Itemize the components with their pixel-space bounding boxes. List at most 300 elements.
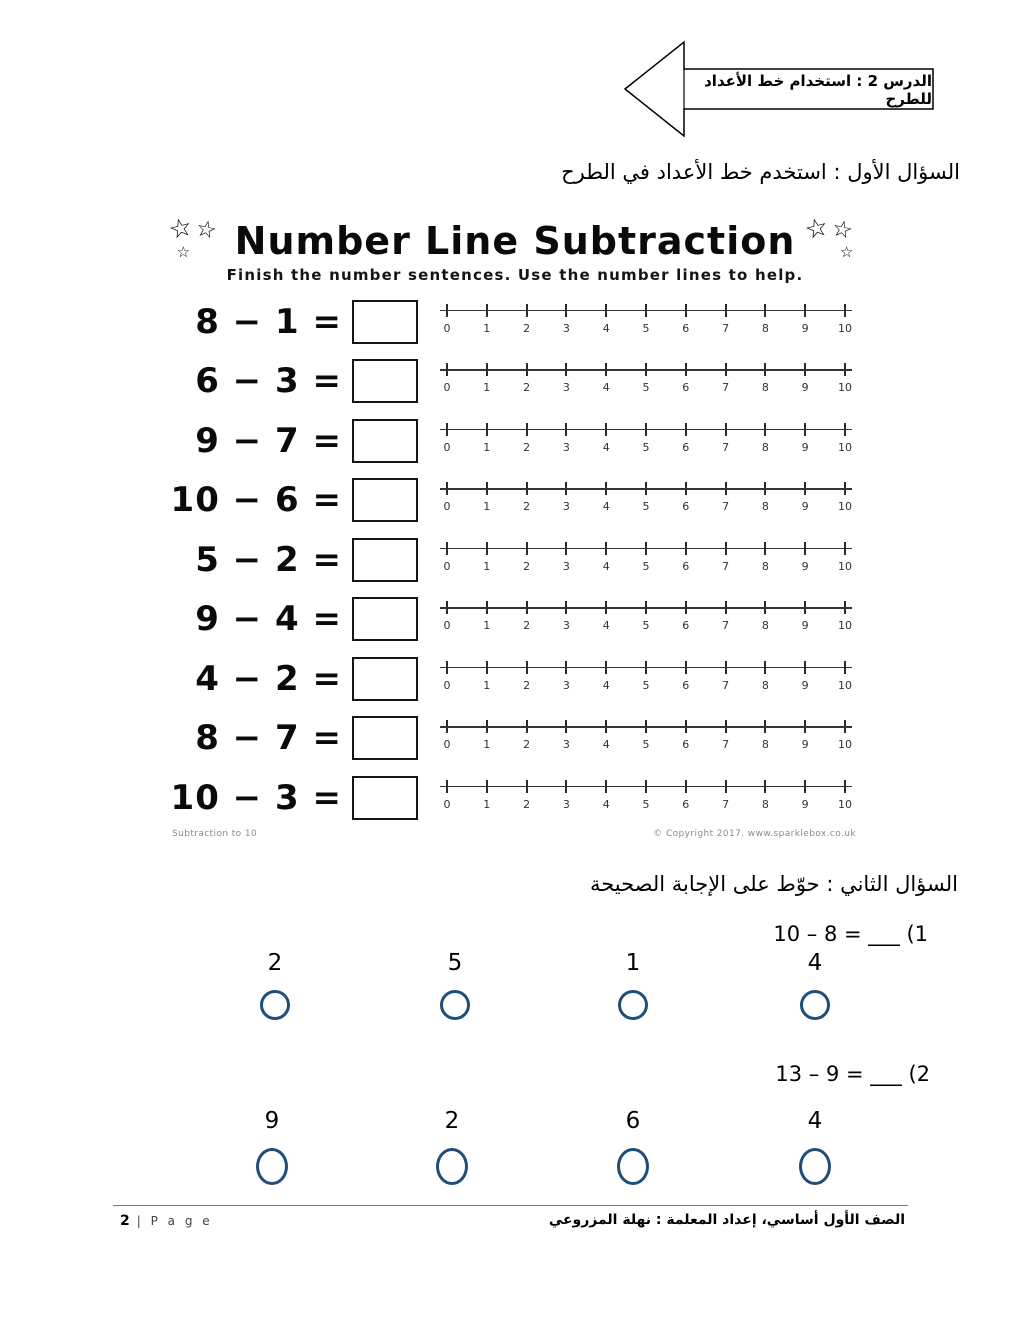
mcq2-prompt: 13 – 9 = ___ (2: [775, 1062, 930, 1086]
tick-label: 5: [642, 559, 650, 573]
answer-box[interactable]: [352, 776, 418, 820]
tick-label: 6: [682, 619, 690, 633]
tick-mark: [645, 482, 647, 495]
tick-label: 10: [837, 797, 852, 811]
tick-label: 2: [523, 559, 531, 573]
number-line-tick: [480, 303, 494, 341]
tick-mark: [486, 423, 488, 436]
worksheet-copyright: © Copyright 2017. www.sparklebox.co.uk: [653, 829, 856, 839]
tick-mark: [565, 482, 567, 495]
tick-label: 0: [443, 678, 451, 692]
number-line-tick: [559, 303, 573, 341]
tick-label: 5: [642, 678, 650, 692]
worksheet-subtitle: Finish the number sentences. Use the number lines to help.: [226, 266, 804, 284]
tick-mark: [725, 363, 727, 376]
star-icon: ☆: [165, 211, 196, 247]
worksheet-row: [170, 471, 852, 531]
answer-circle[interactable]: [617, 1148, 649, 1185]
tick-label: 9: [801, 500, 809, 514]
tick-mark: [605, 304, 607, 317]
tick-mark: [446, 304, 448, 317]
number-line-tick: [520, 541, 534, 579]
number-line-tick: [639, 719, 653, 757]
tick-label: 3: [562, 440, 570, 454]
tick-mark: [844, 423, 846, 436]
tick-label: 8: [761, 440, 769, 454]
tick-label: 9: [801, 797, 809, 811]
answer-box[interactable]: [352, 359, 418, 403]
number-line-tick: [758, 600, 772, 638]
number-line-tick: [520, 422, 534, 460]
number-line-tick: [679, 719, 693, 757]
number-line-tick: [440, 719, 454, 757]
tick-label: 3: [562, 500, 570, 514]
number-line-tick: [520, 481, 534, 519]
tick-mark: [804, 304, 806, 317]
number-line: [440, 362, 852, 400]
tick-mark: [446, 542, 448, 555]
number-line-tick: [520, 600, 534, 638]
tick-mark: [725, 482, 727, 495]
answer-circle[interactable]: [440, 990, 470, 1020]
tick-label: 1: [483, 797, 491, 811]
tick-mark: [526, 601, 528, 614]
option-value: 2: [267, 950, 283, 976]
number-line-tick: [838, 660, 852, 698]
tick-mark: [526, 304, 528, 317]
tick-label: 1: [483, 559, 491, 573]
tick-label: 1: [483, 440, 491, 454]
tick-label: 7: [722, 797, 730, 811]
question1-heading: السؤال الأول : استخدم خط الأعداد في الطرح: [561, 160, 960, 184]
tick-mark: [645, 720, 647, 733]
tick-label: 4: [602, 797, 610, 811]
subtraction-expression: 8 − 7 =: [195, 718, 342, 759]
tick-mark: [764, 363, 766, 376]
tick-mark: [685, 482, 687, 495]
tick-label: 10: [837, 619, 852, 633]
number-line-tick: [440, 481, 454, 519]
tick-label: 5: [642, 440, 650, 454]
number-line-tick: [679, 362, 693, 400]
tick-mark: [645, 780, 647, 793]
mcq2-option: [588, 1108, 678, 1185]
tick-mark: [685, 661, 687, 674]
number-line-tick: [639, 600, 653, 638]
tick-mark: [565, 661, 567, 674]
tick-mark: [844, 720, 846, 733]
tick-label: 5: [642, 500, 650, 514]
number-line-tick: [559, 362, 573, 400]
number-line-tick: [520, 719, 534, 757]
tick-mark: [685, 304, 687, 317]
tick-mark: [486, 363, 488, 376]
number-line-tick: [639, 303, 653, 341]
tick-label: 4: [602, 440, 610, 454]
lesson-banner: [622, 36, 937, 142]
number-line: [440, 541, 852, 579]
worksheet-row: [170, 649, 852, 709]
tick-mark: [446, 720, 448, 733]
worksheet-footer-left: Subtraction to 10: [172, 829, 258, 839]
tick-label: 4: [602, 738, 610, 752]
page-number-value: 2: [120, 1213, 130, 1229]
tick-label: 7: [722, 559, 730, 573]
number-line-tick: [758, 362, 772, 400]
number-line: [440, 422, 852, 460]
number-line-tick: [798, 303, 812, 341]
tick-label: 7: [722, 738, 730, 752]
worksheet-row: [170, 768, 852, 828]
number-line-tick: [599, 779, 613, 817]
tick-mark: [645, 601, 647, 614]
star-icon: ☆: [193, 215, 219, 245]
number-line-tick: [440, 600, 454, 638]
mcq1-option: [410, 950, 500, 1020]
number-line-tick: [719, 660, 733, 698]
number-line-tick: [440, 303, 454, 341]
answer-box[interactable]: [352, 657, 418, 701]
number-line-tick: [758, 660, 772, 698]
number-line-tick: [480, 660, 494, 698]
tick-mark: [605, 720, 607, 733]
tick-mark: [645, 304, 647, 317]
tick-label: 3: [562, 738, 570, 752]
tick-mark: [844, 661, 846, 674]
tick-label: 8: [761, 381, 769, 395]
number-line: [440, 719, 852, 757]
footer-credit: الصف الأول أساسي، إعداد المعلمة : نهلة المزروعي: [548, 1212, 905, 1228]
number-line-tick: [639, 779, 653, 817]
tick-label: 8: [761, 797, 769, 811]
question2-heading: السؤال الثاني : حوّط على الإجابة الصحيحة: [589, 872, 958, 896]
number-line: [440, 481, 852, 519]
number-line-tick: [440, 362, 454, 400]
tick-mark: [565, 601, 567, 614]
number-line-tick: [679, 303, 693, 341]
tick-label: 5: [642, 619, 650, 633]
tick-mark: [844, 601, 846, 614]
tick-mark: [804, 780, 806, 793]
tick-label: 4: [602, 559, 610, 573]
tick-label: 2: [523, 678, 531, 692]
subtraction-expression: 4 − 2 =: [195, 658, 342, 699]
tick-mark: [486, 542, 488, 555]
number-line-tick: [599, 660, 613, 698]
star-icon: ☆: [839, 243, 854, 261]
tick-mark: [764, 304, 766, 317]
tick-label: 10: [837, 440, 852, 454]
answer-box[interactable]: [352, 478, 418, 522]
tick-mark: [725, 542, 727, 555]
star-cluster-right: [802, 211, 861, 266]
tick-label: 9: [801, 321, 809, 335]
option-value: 4: [807, 1108, 823, 1134]
number-line-tick: [440, 422, 454, 460]
tick-mark: [804, 363, 806, 376]
number-line-tick: [679, 481, 693, 519]
answer-box[interactable]: [352, 716, 418, 760]
tick-mark: [605, 423, 607, 436]
tick-label: 6: [682, 797, 690, 811]
tick-label: 8: [761, 619, 769, 633]
tick-mark: [844, 363, 846, 376]
answer-box[interactable]: [352, 300, 418, 344]
number-line-tick: [520, 362, 534, 400]
tick-label: 5: [642, 381, 650, 395]
tick-mark: [565, 304, 567, 317]
tick-mark: [565, 423, 567, 436]
tick-label: 6: [682, 381, 690, 395]
tick-mark: [645, 363, 647, 376]
tick-label: 6: [682, 321, 690, 335]
tick-label: 4: [602, 500, 610, 514]
mcq1-option: [588, 950, 678, 1020]
number-line-tick: [480, 481, 494, 519]
tick-mark: [685, 542, 687, 555]
tick-label: 8: [761, 559, 769, 573]
tick-mark: [685, 423, 687, 436]
tick-label: 0: [443, 738, 451, 752]
tick-mark: [844, 780, 846, 793]
tick-mark: [764, 780, 766, 793]
number-line-tick: [838, 779, 852, 817]
number-line-tick: [679, 779, 693, 817]
tick-mark: [764, 601, 766, 614]
tick-mark: [645, 542, 647, 555]
subtraction-expression: 6 − 3 =: [195, 361, 342, 402]
number-line-tick: [520, 660, 534, 698]
number-line-tick: [798, 362, 812, 400]
tick-mark: [645, 423, 647, 436]
subtraction-expression: 5 − 2 =: [195, 539, 342, 580]
tick-mark: [725, 720, 727, 733]
tick-label: 2: [523, 797, 531, 811]
tick-label: 6: [682, 500, 690, 514]
tick-mark: [764, 661, 766, 674]
number-line-tick: [798, 481, 812, 519]
mcq2-option: [770, 1108, 860, 1185]
tick-label: 10: [837, 381, 852, 395]
tick-mark: [565, 720, 567, 733]
option-value: 9: [264, 1108, 280, 1134]
number-line-tick: [798, 600, 812, 638]
page-number: [120, 1213, 213, 1229]
tick-mark: [605, 482, 607, 495]
tick-label: 4: [602, 678, 610, 692]
number-line-tick: [758, 481, 772, 519]
tick-label: 3: [562, 619, 570, 633]
tick-label: 1: [483, 500, 491, 514]
answer-box[interactable]: [352, 419, 418, 463]
tick-mark: [486, 601, 488, 614]
mcq1-option: [230, 950, 320, 1020]
number-line-tick: [639, 422, 653, 460]
tick-label: 4: [602, 619, 610, 633]
tick-label: 0: [443, 321, 451, 335]
number-line-tick: [480, 719, 494, 757]
tick-mark: [605, 601, 607, 614]
number-line-tick: [798, 779, 812, 817]
tick-label: 9: [801, 738, 809, 752]
tick-mark: [605, 363, 607, 376]
tick-mark: [605, 780, 607, 793]
tick-label: 6: [682, 738, 690, 752]
tick-label: 0: [443, 381, 451, 395]
tick-label: 8: [761, 738, 769, 752]
number-line-tick: [559, 660, 573, 698]
number-line-tick: [719, 362, 733, 400]
subtraction-expression: 10 − 3 =: [170, 777, 342, 818]
number-line-tick: [758, 303, 772, 341]
number-line-tick: [599, 481, 613, 519]
worksheet-title: Number Line Subtraction: [234, 219, 796, 263]
number-line-tick: [599, 541, 613, 579]
tick-mark: [565, 542, 567, 555]
number-line-tick: [440, 779, 454, 817]
worksheet-row: [170, 352, 852, 412]
number-line-tick: [599, 362, 613, 400]
number-line-tick: [798, 422, 812, 460]
number-line-tick: [679, 600, 693, 638]
tick-label: 2: [523, 619, 531, 633]
option-value: 6: [625, 1108, 641, 1134]
tick-label: 8: [761, 678, 769, 692]
tick-mark: [764, 423, 766, 436]
number-line-tick: [639, 660, 653, 698]
number-line-tick: [559, 600, 573, 638]
number-line-tick: [838, 719, 852, 757]
number-line-tick: [838, 600, 852, 638]
option-value: 4: [807, 950, 823, 976]
tick-label: 7: [722, 321, 730, 335]
footer-divider: [113, 1205, 908, 1206]
number-line-tick: [559, 422, 573, 460]
number-line-tick: [599, 303, 613, 341]
tick-mark: [446, 482, 448, 495]
answer-circle[interactable]: [256, 1148, 288, 1185]
tick-label: 9: [801, 678, 809, 692]
tick-mark: [764, 720, 766, 733]
tick-label: 6: [682, 559, 690, 573]
mcq1-prompt: 10 – 8 = ___ (1: [773, 922, 928, 946]
tick-mark: [804, 542, 806, 555]
tick-mark: [844, 542, 846, 555]
tick-mark: [565, 363, 567, 376]
tick-mark: [446, 363, 448, 376]
tick-label: 7: [722, 619, 730, 633]
tick-label: 5: [642, 797, 650, 811]
answer-circle[interactable]: [260, 990, 290, 1020]
tick-mark: [446, 780, 448, 793]
tick-label: 1: [483, 321, 491, 335]
number-line: [440, 303, 852, 341]
star-cluster-left: [165, 211, 225, 266]
worksheet-row: [170, 709, 852, 769]
worksheet-rows: [170, 292, 852, 828]
tick-label: 5: [642, 321, 650, 335]
number-line: [440, 600, 852, 638]
answer-circle[interactable]: [799, 1148, 831, 1185]
number-line-tick: [798, 541, 812, 579]
number-line-tick: [838, 303, 852, 341]
number-line-tick: [758, 779, 772, 817]
worksheet-row: [170, 411, 852, 471]
tick-mark: [526, 780, 528, 793]
tick-mark: [605, 661, 607, 674]
number-line-tick: [639, 541, 653, 579]
tick-mark: [685, 601, 687, 614]
tick-label: 10: [837, 678, 852, 692]
tick-mark: [526, 661, 528, 674]
tick-label: 9: [801, 381, 809, 395]
tick-label: 0: [443, 559, 451, 573]
number-line-tick: [719, 422, 733, 460]
tick-mark: [804, 423, 806, 436]
number-line: [440, 660, 852, 698]
tick-mark: [844, 304, 846, 317]
tick-label: 2: [523, 381, 531, 395]
answer-box[interactable]: [352, 597, 418, 641]
tick-label: 1: [483, 738, 491, 752]
tick-label: 0: [443, 500, 451, 514]
worksheet-row: [170, 530, 852, 590]
tick-label: 9: [801, 619, 809, 633]
number-line-tick: [440, 660, 454, 698]
tick-mark: [685, 363, 687, 376]
tick-label: 10: [837, 321, 852, 335]
tick-mark: [486, 720, 488, 733]
number-line-tick: [559, 481, 573, 519]
option-value: 5: [447, 950, 463, 976]
number-line-tick: [599, 422, 613, 460]
tick-label: 2: [523, 738, 531, 752]
number-line-tick: [798, 719, 812, 757]
subtraction-expression: 8 − 1 =: [195, 301, 342, 342]
number-line-tick: [480, 779, 494, 817]
tick-label: 8: [761, 321, 769, 335]
number-line-tick: [798, 660, 812, 698]
answer-circle[interactable]: [800, 990, 830, 1020]
answer-box[interactable]: [352, 538, 418, 582]
number-line-tick: [719, 779, 733, 817]
page-word: | P a g e: [136, 1214, 213, 1228]
number-line-tick: [758, 719, 772, 757]
tick-label: 3: [562, 797, 570, 811]
number-line-tick: [440, 541, 454, 579]
subtraction-expression: 9 − 4 =: [195, 599, 342, 640]
number-line: [440, 779, 852, 817]
number-line-tick: [559, 779, 573, 817]
number-line-tick: [480, 362, 494, 400]
star-icon: ☆: [829, 215, 856, 245]
answer-circle[interactable]: [618, 990, 648, 1020]
tick-mark: [844, 482, 846, 495]
answer-circle[interactable]: [436, 1148, 468, 1185]
tick-label: 2: [523, 500, 531, 514]
tick-label: 10: [837, 559, 852, 573]
number-line-tick: [719, 303, 733, 341]
tick-mark: [526, 720, 528, 733]
tick-mark: [645, 661, 647, 674]
tick-mark: [804, 601, 806, 614]
number-line-tick: [758, 541, 772, 579]
tick-mark: [486, 661, 488, 674]
tick-label: 10: [837, 500, 852, 514]
tick-mark: [486, 482, 488, 495]
star-icon: ☆: [176, 243, 191, 261]
tick-label: 4: [602, 381, 610, 395]
